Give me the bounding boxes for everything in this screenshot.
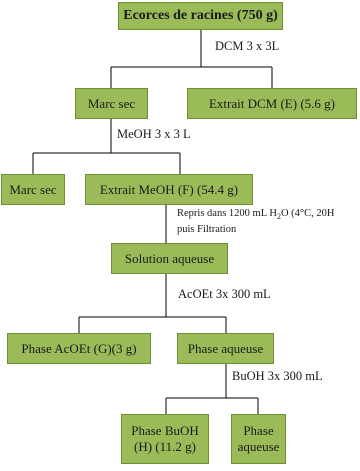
node-phase-aqueuse-1-label: Phase aqueuse xyxy=(187,340,264,356)
node-phase-aqueuse-2 xyxy=(231,414,286,464)
node-marc-sec-1-label: Marc sec xyxy=(87,95,136,111)
step-buoh-label: BuOH 3x 300 mL xyxy=(232,369,323,383)
node-phase-acoet xyxy=(7,333,151,364)
node-phase-aqueuse-2-line2: aqueuse xyxy=(237,439,280,454)
node-marc-sec-2 xyxy=(1,174,65,205)
node-solution-aqueuse-label: Solution aqueuse xyxy=(124,250,215,266)
node-extrait-meoh-label: Extrait MeOH (F) (54.4 g) xyxy=(99,181,239,197)
step-meoh-label: MeOH 3 x 3 L xyxy=(117,127,191,141)
node-extrait-meoh xyxy=(85,174,253,205)
node-phase-buoh-line1: Phase BuOH xyxy=(131,423,199,439)
node-extrait-dcm-label: Extrait DCM (E) (5.6 g) xyxy=(208,95,335,111)
step-repris-line2: puis Filtration xyxy=(177,224,237,235)
step-acoet-label: AcOEt 3x 300 mL xyxy=(178,287,271,301)
node-phase-acoet-label: Phase AcOEt (G)(3 g) xyxy=(21,340,137,356)
node-phase-aqueuse-2-line1: Phase xyxy=(243,423,274,439)
step-repris-line1 xyxy=(177,208,334,221)
node-marc-sec-1 xyxy=(75,88,148,119)
step-repris-line1-a: Repris dans 1200 mL H xyxy=(177,208,277,219)
node-phase-buoh-line2: (H) (11.2 g) xyxy=(134,439,196,454)
node-solution-aqueuse xyxy=(111,243,228,274)
node-ecorces-label: Ecorces de racines (750 g) xyxy=(123,7,278,23)
step-repris-line1-sub: 2 xyxy=(276,212,281,222)
node-marc-sec-2-label: Marc sec xyxy=(9,181,57,197)
node-extrait-dcm xyxy=(187,88,357,119)
step-dcm-label: DCM 3 x 3L xyxy=(215,39,280,53)
step-repris-line1-b: O (4°C, 20H xyxy=(280,208,335,219)
node-phase-aqueuse-1 xyxy=(177,333,274,364)
node-phase-buoh xyxy=(121,414,209,464)
node-ecorces xyxy=(118,2,283,30)
